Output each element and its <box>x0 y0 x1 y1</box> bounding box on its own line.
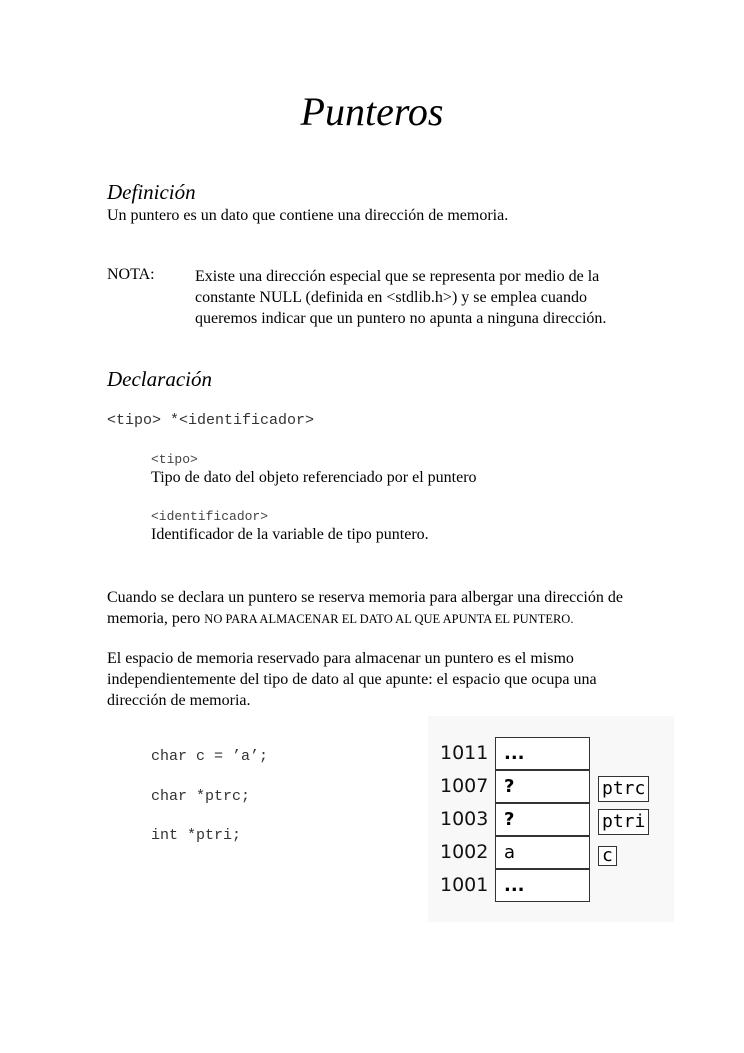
code-line: char *ptrc; <box>151 788 251 805</box>
nota-text <box>195 266 665 329</box>
code-line: char c = ’a’; <box>151 748 269 765</box>
memory-address: 1001 <box>440 874 489 896</box>
variable-label: ptrc <box>598 776 649 802</box>
variable-label: ptri <box>598 809 649 835</box>
memory-diagram <box>428 716 674 922</box>
paragraph-line: Cuando se declara un puntero se reserva memoria para albergar una dirección de <box>107 589 623 606</box>
paragraph-line <box>107 608 687 630</box>
identificador-desc: Identificador de la variable de tipo puntero. <box>151 526 429 543</box>
variable-label: c <box>598 846 617 866</box>
nota-line: Existe una dirección especial que se representa por medio de la <box>195 268 600 285</box>
memory-address: 1003 <box>440 808 489 830</box>
nota-line: constante NULL (definida en <stdlib.h>) y se emplea cuando <box>195 289 587 306</box>
memory-cell: ? <box>495 770 590 803</box>
memory-cell: ? <box>495 803 590 836</box>
paragraph-reserva <box>107 587 687 630</box>
nota-label: NOTA: <box>107 266 155 283</box>
paragraph-line: dirección de memoria. <box>107 692 251 709</box>
paragraph-text: memoria, pero <box>107 610 205 627</box>
nota-line: queremos indicar que un puntero no apunta a ninguna dirección. <box>195 310 607 327</box>
definicion-heading: Definición <box>107 180 196 204</box>
code-line: int *ptri; <box>151 827 242 844</box>
tipo-desc: Tipo de dato del objeto referenciado por el puntero <box>151 469 477 486</box>
paragraph-smallcaps: NO PARA ALMACENAR EL DATO AL QUE APUNTA EL PUNTERO. <box>204 612 574 626</box>
memory-cell: ... <box>495 737 590 770</box>
page-title: Punteros <box>300 89 444 134</box>
memory-cell: a <box>495 836 590 869</box>
paragraph-line: independientemente del tipo de dato al que apunte: el espacio que ocupa una <box>107 671 597 688</box>
paragraph-espacio <box>107 648 687 711</box>
identificador-term: <identificador> <box>151 509 269 524</box>
declaracion-syntax: <tipo> *<identificador> <box>107 412 315 429</box>
memory-address: 1011 <box>440 742 489 764</box>
declaracion-heading: Declaración <box>107 367 212 391</box>
paragraph-line: El espacio de memoria reservado para almacenar un puntero es el mismo <box>107 650 574 667</box>
memory-address: 1007 <box>440 775 489 797</box>
memory-address: 1002 <box>440 841 489 863</box>
definicion-text: Un puntero es un dato que contiene una dirección de memoria. <box>107 207 509 224</box>
tipo-term: <tipo> <box>151 452 198 467</box>
memory-cell: ... <box>495 869 590 902</box>
